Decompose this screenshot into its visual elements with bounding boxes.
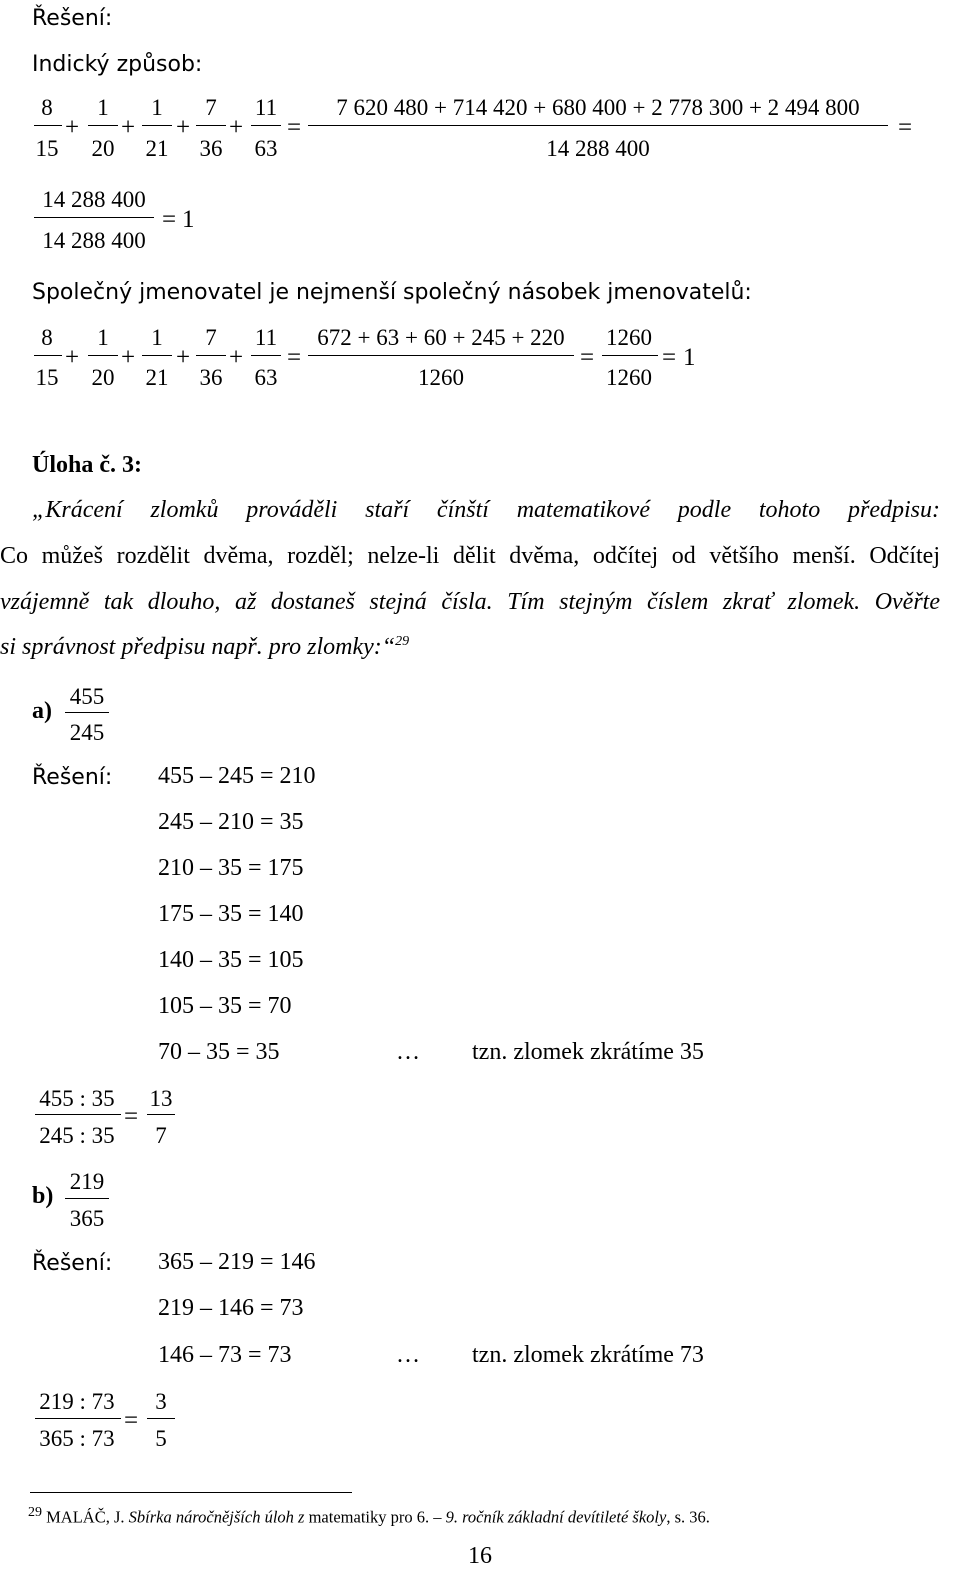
subtraction-step: 245 – 210 = 35 [158,809,304,835]
fraction-numerator: 219 [69,1169,105,1194]
task-line: vzájemně tak dlouho, až dostaneš stejná čísla. Tím stejným číslem zkrať zlomek. Ověřte [0,589,940,615]
indian-method-label: Indický způsob: [32,52,203,77]
part-b-conclusion: tzn. zlomek zkrátíme 73 [472,1342,704,1368]
fraction-denominator: 5 [155,1426,167,1451]
solution-heading: Řešení: [32,6,113,31]
fraction-denominator: 63 [254,136,278,161]
fraction-denominator: 20 [91,136,115,161]
result-value: 1 [683,344,696,371]
fraction-denominator: 7 [155,1123,167,1148]
result-value: 1 [182,206,195,233]
subtraction-step: 70 – 35 = 35 [158,1039,280,1065]
part-a-label: a) [32,698,52,724]
fraction-denominator: 21 [145,365,169,390]
part-a-conclusion: tzn. zlomek zkrátíme 35 [472,1039,704,1065]
subtraction-step: 105 – 35 = 70 [158,993,292,1019]
sum-numerator: 672 + 63 + 60 + 245 + 220 [317,325,565,350]
fraction-denominator: 365 [69,1206,105,1231]
fraction-denominator: 21 [145,136,169,161]
fraction-denominator: 15 [35,365,59,390]
footnote-title: 9. ročník základní devítileté školy [445,1507,667,1527]
subtraction-step: 365 – 219 = 146 [158,1249,316,1275]
fraction-numerator: 455 [69,684,105,709]
fraction-denominator: 245 : 35 [39,1123,115,1148]
fraction-numerator: 3 [155,1389,167,1414]
subtraction-step: 175 – 35 = 140 [158,901,304,927]
page-number: 16 [468,1543,492,1569]
footnote-text: matematiky pro 6. [308,1507,430,1527]
ellipsis: … [396,1039,420,1065]
fraction-numerator: 1 [97,325,109,350]
subtraction-step: 455 – 245 = 210 [158,763,316,789]
big-numerator: 7 620 480 + 714 420 + 680 400 + 2 778 300 + 2 494 800 [336,95,860,120]
fraction-denominator: 365 : 73 [39,1426,115,1451]
fraction-numerator: 1 [151,95,163,120]
task-line: „Krácení zlomků prováděli staří čínští matematikové podle tohoto předpisu: [32,497,940,523]
fraction-numerator: 7 [205,325,217,350]
fraction-denominator: 14 288 400 [42,228,146,253]
task-title: Úloha č. 3: [32,452,142,478]
subtraction-step: 210 – 35 = 175 [158,855,304,881]
footnote-pages: , s. 36. [666,1507,710,1527]
footnote-number: 29 [28,1505,42,1520]
big-denominator: 14 288 400 [546,136,650,161]
fraction-denominator: 245 [69,720,105,745]
sum-denominator: 1260 [418,365,464,390]
footnote-ref: 29 [395,634,410,649]
part-b-label: b) [32,1183,54,1209]
part-a-solution-label: Řešení: [32,765,113,790]
common-denominator-text: Společný jmenovatel je nejmenší společný násobek jmenovatelů: [32,280,752,305]
task-line: Co můžeš rozdělit dvěma, rozděl; nelze-li dělit dvěma, odčítej od většího menší. Odčítej [0,543,940,569]
subtraction-step: 146 – 73 = 73 [158,1342,292,1368]
task-line: si správnost předpisu např. pro zlomky:“$^{29}$ [0,634,410,660]
fraction-numerator: 455 : 35 [39,1086,115,1111]
footnote-title: Sbírka náročnějších úloh z [128,1507,305,1527]
fraction-numerator: 219 : 73 [39,1389,115,1414]
fraction-numerator: 1 [97,95,109,120]
fraction-numerator: 11 [254,325,278,350]
fraction-numerator: 8 [41,95,53,120]
fraction-denominator: 36 [199,136,223,161]
fraction-numerator: 8 [41,325,53,350]
result-numerator: 1260 [606,325,652,350]
fraction-numerator: 14 288 400 [42,187,146,212]
result-denominator: 1260 [606,365,652,390]
fraction-denominator: 20 [91,365,115,390]
subtraction-step: 219 – 146 = 73 [158,1295,304,1321]
fraction-numerator: 1 [151,325,163,350]
subtraction-step: 140 – 35 = 105 [158,947,304,973]
fraction-denominator: 15 [35,136,59,161]
fraction-numerator: 7 [205,95,217,120]
fraction-denominator: 36 [199,365,223,390]
footnote-dash: – [433,1507,442,1527]
footnote-author: MALÁČ, J. [46,1507,125,1527]
fraction-denominator: 63 [254,365,278,390]
fraction-numerator: 11 [254,95,278,120]
part-b-solution-label: Řešení: [32,1251,113,1276]
footnote-separator [30,1492,352,1493]
ellipsis: … [396,1342,420,1368]
footnote [28,1505,710,1528]
fraction-numerator: 13 [149,1086,173,1111]
